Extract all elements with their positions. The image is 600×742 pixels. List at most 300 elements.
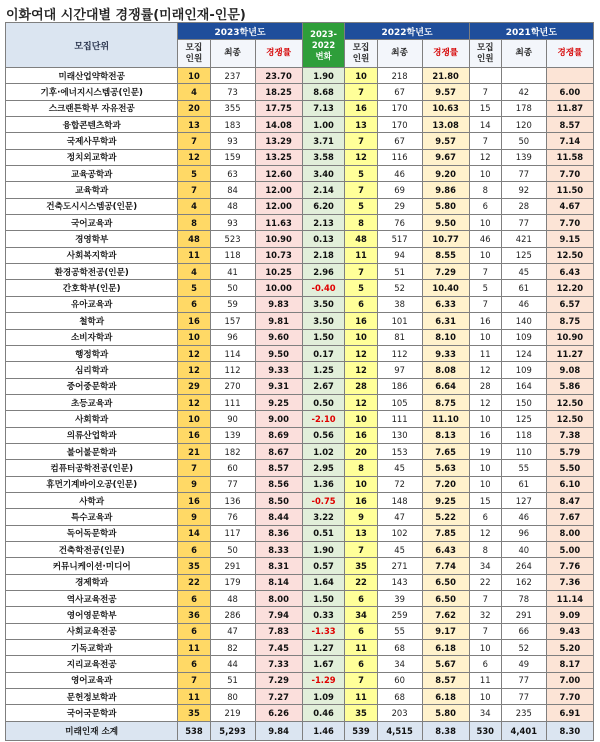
applicants-2021-cell: 125: [501, 247, 546, 263]
quota-2023-cell: 22: [178, 574, 210, 590]
rate-2022-cell: 6.33: [422, 296, 469, 312]
quota-2021-cell: 10: [469, 166, 501, 182]
applicants-2022-cell: 105: [377, 394, 422, 410]
change-cell: 0.57: [302, 558, 345, 574]
applicants-2021-cell: 78: [501, 591, 546, 607]
rate-2022-cell: 8.75: [422, 394, 469, 410]
rate-2023-cell: 7.33: [255, 656, 302, 672]
rate-2023-cell: 8.31: [255, 558, 302, 574]
change-cell: 0.51: [302, 525, 345, 541]
rate-2021-cell: 6.91: [546, 705, 593, 721]
applicants-2023-cell: 117: [210, 525, 255, 541]
applicants-2021-cell: 110: [501, 443, 546, 459]
quota-2021-cell: 10: [469, 329, 501, 345]
applicants-2023-cell: 93: [210, 215, 255, 231]
quota-2023-cell: 10: [178, 329, 210, 345]
rate-2021-cell: 8.00: [546, 525, 593, 541]
rate-2022-cell: 11.10: [422, 411, 469, 427]
applicants-2021-cell: 264: [501, 558, 546, 574]
quota-2021-cell: 6: [469, 198, 501, 214]
rate-2021-cell: 8.17: [546, 656, 593, 672]
rate-2022-cell: 10.77: [422, 231, 469, 247]
unit-cell: 초등교육과: [6, 394, 178, 410]
applicants-2022-cell: 112: [377, 345, 422, 361]
applicants-2021-cell: 109: [501, 329, 546, 345]
rate-2022-cell: 9.20: [422, 166, 469, 182]
applicants-2022-cell: 101: [377, 313, 422, 329]
table-row: [6, 84, 594, 100]
quota-2021-cell: [469, 68, 501, 84]
rate-2022-cell: 9.33: [422, 345, 469, 361]
applicants-2023-cell: 157: [210, 313, 255, 329]
applicants-2022-cell: 97: [377, 362, 422, 378]
change-cell: 2.96: [302, 264, 345, 280]
change-cell: 1.50: [302, 329, 345, 345]
rate-2021-cell: 10.90: [546, 329, 593, 345]
change-cell: 1.90: [302, 541, 345, 557]
header-change: 2023- 2022 변화: [302, 23, 345, 68]
quota-2023-cell: 48: [178, 231, 210, 247]
quota-2021-cell: 12: [469, 149, 501, 165]
unit-cell: 건축학전공(인문): [6, 541, 178, 557]
change-cell: 1.00: [302, 117, 345, 133]
applicants-2021-cell: 4,401: [501, 721, 546, 740]
rate-2022-cell: 7.20: [422, 476, 469, 492]
applicants-2022-cell: 68: [377, 640, 422, 656]
change-cell: 1.46: [302, 721, 345, 740]
applicants-2021-cell: 52: [501, 640, 546, 656]
header-2022: 2022학년도: [345, 23, 469, 40]
header-rate-2021: 경쟁률: [546, 40, 593, 68]
quota-2021-cell: 7: [469, 591, 501, 607]
applicants-2023-cell: 73: [210, 84, 255, 100]
applicants-2023-cell: 523: [210, 231, 255, 247]
quota-2021-cell: 46: [469, 231, 501, 247]
quota-2022-cell: 6: [345, 656, 377, 672]
applicants-2022-cell: 143: [377, 574, 422, 590]
table-row: [6, 607, 594, 623]
table-row: [6, 329, 594, 345]
change-cell: 3.50: [302, 296, 345, 312]
rate-2022-cell: 8.08: [422, 362, 469, 378]
quota-2023-cell: 14: [178, 525, 210, 541]
quota-2021-cell: 32: [469, 607, 501, 623]
applicants-2021-cell: 45: [501, 264, 546, 280]
quota-2023-cell: 29: [178, 378, 210, 394]
applicants-2023-cell: 77: [210, 476, 255, 492]
applicants-2021-cell: 77: [501, 215, 546, 231]
change-cell: 0.46: [302, 705, 345, 721]
unit-cell: 미래인재 소계: [6, 721, 178, 740]
applicants-2022-cell: 170: [377, 100, 422, 116]
table-row: [6, 313, 594, 329]
applicants-2021-cell: [501, 68, 546, 84]
change-cell: 1.25: [302, 362, 345, 378]
quota-2022-cell: 13: [345, 525, 377, 541]
rate-2021-cell: 12.50: [546, 411, 593, 427]
applicants-2023-cell: 84: [210, 182, 255, 198]
header-rate-2022: 경쟁률: [422, 40, 469, 68]
change-cell: 0.13: [302, 231, 345, 247]
quota-2022-cell: 22: [345, 574, 377, 590]
applicants-2023-cell: 93: [210, 133, 255, 149]
quota-2022-cell: 10: [345, 329, 377, 345]
quota-2022-cell: 11: [345, 640, 377, 656]
quota-2023-cell: 4: [178, 84, 210, 100]
applicants-2021-cell: 49: [501, 656, 546, 672]
unit-cell: 중어중문학과: [6, 378, 178, 394]
table-row: [6, 705, 594, 721]
rate-2022-cell: 6.50: [422, 591, 469, 607]
applicants-2021-cell: 139: [501, 149, 546, 165]
competition-rate-table: [5, 22, 594, 741]
rate-2022-cell: 8.57: [422, 672, 469, 688]
change-cell: 3.22: [302, 509, 345, 525]
applicants-2021-cell: 66: [501, 623, 546, 639]
change-cell: -0.75: [302, 492, 345, 508]
unit-cell: 경제학과: [6, 574, 178, 590]
rate-2022-cell: 5.67: [422, 656, 469, 672]
rate-2023-cell: 12.60: [255, 166, 302, 182]
quota-2021-cell: 16: [469, 313, 501, 329]
quota-2021-cell: 15: [469, 492, 501, 508]
applicants-2021-cell: 77: [501, 689, 546, 705]
change-cell: 1.90: [302, 68, 345, 84]
rate-2022-cell: 7.29: [422, 264, 469, 280]
applicants-2023-cell: 111: [210, 394, 255, 410]
unit-cell: 철학과: [6, 313, 178, 329]
quota-2023-cell: 11: [178, 247, 210, 263]
rate-2022-cell: 9.25: [422, 492, 469, 508]
rate-2023-cell: 7.94: [255, 607, 302, 623]
rate-2021-cell: 7.14: [546, 133, 593, 149]
applicants-2022-cell: 67: [377, 133, 422, 149]
quota-2022-cell: 16: [345, 492, 377, 508]
rate-2023-cell: 9.00: [255, 411, 302, 427]
rate-2021-cell: 11.14: [546, 591, 593, 607]
change-cell: 1.64: [302, 574, 345, 590]
rate-2023-cell: 18.25: [255, 84, 302, 100]
quota-2021-cell: 11: [469, 672, 501, 688]
header-quota-2023: 모집 인원: [178, 40, 210, 68]
unit-cell: 소비자학과: [6, 329, 178, 345]
unit-cell: 행정학과: [6, 345, 178, 361]
quota-2022-cell: 7: [345, 182, 377, 198]
quota-2022-cell: 7: [345, 264, 377, 280]
table-row: [6, 280, 594, 296]
table-row: [6, 672, 594, 688]
rate-2023-cell: 7.29: [255, 672, 302, 688]
rate-2023-cell: 9.83: [255, 296, 302, 312]
applicants-2021-cell: 164: [501, 378, 546, 394]
rate-2023-cell: 23.70: [255, 68, 302, 84]
quota-2021-cell: 12: [469, 362, 501, 378]
rate-2023-cell: 8.44: [255, 509, 302, 525]
applicants-2023-cell: 118: [210, 247, 255, 263]
quota-2022-cell: 11: [345, 689, 377, 705]
applicants-2023-cell: 159: [210, 149, 255, 165]
table-row: [6, 149, 594, 165]
rate-2021-cell: 12.20: [546, 280, 593, 296]
quota-2023-cell: 9: [178, 476, 210, 492]
rate-2023-cell: 10.73: [255, 247, 302, 263]
rate-2023-cell: 9.60: [255, 329, 302, 345]
rate-2023-cell: 10.25: [255, 264, 302, 280]
quota-2021-cell: 10: [469, 411, 501, 427]
quota-2023-cell: 6: [178, 623, 210, 639]
quota-2021-cell: 15: [469, 100, 501, 116]
rate-2022-cell: 7.62: [422, 607, 469, 623]
quota-2023-cell: 13: [178, 117, 210, 133]
table-row: [6, 558, 594, 574]
unit-cell: 기독교학과: [6, 640, 178, 656]
unit-cell: 커뮤니케이션·미디어: [6, 558, 178, 574]
table-row: [6, 492, 594, 508]
applicants-2021-cell: 118: [501, 427, 546, 443]
unit-cell: 국어교육과: [6, 215, 178, 231]
quota-2022-cell: 7: [345, 672, 377, 688]
applicants-2023-cell: 47: [210, 623, 255, 639]
quota-2022-cell: 12: [345, 149, 377, 165]
rate-2022-cell: 6.18: [422, 689, 469, 705]
rate-2022-cell: 5.80: [422, 198, 469, 214]
unit-cell: 간호학부(인문): [6, 280, 178, 296]
change-cell: 0.33: [302, 607, 345, 623]
change-cell: 1.27: [302, 640, 345, 656]
rate-2022-cell: 5.22: [422, 509, 469, 525]
quota-2023-cell: 538: [178, 721, 210, 740]
rate-2021-cell: 7.76: [546, 558, 593, 574]
applicants-2023-cell: 59: [210, 296, 255, 312]
quota-2023-cell: 35: [178, 558, 210, 574]
rate-2021-cell: 8.57: [546, 117, 593, 133]
change-cell: 2.14: [302, 182, 345, 198]
quota-2023-cell: 4: [178, 198, 210, 214]
header-applicants-2021: 최종: [501, 40, 546, 68]
change-cell: 3.71: [302, 133, 345, 149]
rate-2023-cell: 9.81: [255, 313, 302, 329]
applicants-2022-cell: 81: [377, 329, 422, 345]
applicants-2023-cell: 237: [210, 68, 255, 84]
quota-2021-cell: 12: [469, 525, 501, 541]
unit-cell: 사회복지학과: [6, 247, 178, 263]
table-row: [6, 247, 594, 263]
quota-2021-cell: 12: [469, 394, 501, 410]
change-cell: -1.29: [302, 672, 345, 688]
rate-2023-cell: 9.84: [255, 721, 302, 740]
rate-2022-cell: 8.10: [422, 329, 469, 345]
unit-cell: 경영학부: [6, 231, 178, 247]
quota-2023-cell: 12: [178, 394, 210, 410]
applicants-2022-cell: 94: [377, 247, 422, 263]
applicants-2021-cell: 235: [501, 705, 546, 721]
applicants-2022-cell: 218: [377, 68, 422, 84]
applicants-2021-cell: 96: [501, 525, 546, 541]
unit-cell: 영어영문학부: [6, 607, 178, 623]
rate-2021-cell: 6.10: [546, 476, 593, 492]
rate-2021-cell: 4.67: [546, 198, 593, 214]
applicants-2022-cell: 68: [377, 689, 422, 705]
rate-2023-cell: 12.00: [255, 182, 302, 198]
change-cell: -0.40: [302, 280, 345, 296]
quota-2023-cell: 36: [178, 607, 210, 623]
change-cell: 3.58: [302, 149, 345, 165]
rate-2021-cell: 6.57: [546, 296, 593, 312]
applicants-2021-cell: 109: [501, 362, 546, 378]
applicants-2022-cell: 517: [377, 231, 422, 247]
rate-2023-cell: 9.50: [255, 345, 302, 361]
rate-2022-cell: 6.43: [422, 541, 469, 557]
applicants-2022-cell: 203: [377, 705, 422, 721]
applicants-2022-cell: 170: [377, 117, 422, 133]
applicants-2022-cell: 38: [377, 296, 422, 312]
quota-2022-cell: 28: [345, 378, 377, 394]
applicants-2023-cell: 50: [210, 541, 255, 557]
rate-2022-cell: 5.63: [422, 460, 469, 476]
rate-2022-cell: 8.38: [422, 721, 469, 740]
unit-cell: 심리학과: [6, 362, 178, 378]
applicants-2021-cell: 46: [501, 509, 546, 525]
change-cell: 1.50: [302, 591, 345, 607]
table-row: [6, 640, 594, 656]
unit-cell: 사회학과: [6, 411, 178, 427]
quota-2022-cell: 5: [345, 166, 377, 182]
quota-2023-cell: 10: [178, 68, 210, 84]
header-quota-2021: 모집 인원: [469, 40, 501, 68]
quota-2021-cell: 11: [469, 345, 501, 361]
rate-2022-cell: 6.18: [422, 640, 469, 656]
quota-2021-cell: 10: [469, 460, 501, 476]
rate-2022-cell: 9.86: [422, 182, 469, 198]
unit-cell: 융합콘텐츠학과: [6, 117, 178, 133]
applicants-2021-cell: 61: [501, 280, 546, 296]
table-row: [6, 296, 594, 312]
rate-2022-cell: 7.65: [422, 443, 469, 459]
applicants-2022-cell: 72: [377, 476, 422, 492]
quota-2022-cell: 9: [345, 509, 377, 525]
rate-2021-cell: 9.15: [546, 231, 593, 247]
header-rate-2023: 경쟁률: [255, 40, 302, 68]
rate-2021-cell: 11.50: [546, 182, 593, 198]
applicants-2023-cell: 96: [210, 329, 255, 345]
rate-2023-cell: 10.90: [255, 231, 302, 247]
table-row: [6, 656, 594, 672]
applicants-2021-cell: 28: [501, 198, 546, 214]
quota-2021-cell: 22: [469, 574, 501, 590]
quota-2021-cell: 6: [469, 509, 501, 525]
quota-2021-cell: 10: [469, 215, 501, 231]
unit-cell: 정치외교학과: [6, 149, 178, 165]
applicants-2023-cell: 112: [210, 362, 255, 378]
change-cell: 3.50: [302, 313, 345, 329]
applicants-2023-cell: 270: [210, 378, 255, 394]
quota-2022-cell: 7: [345, 84, 377, 100]
rate-2021-cell: 9.08: [546, 362, 593, 378]
quota-2023-cell: 7: [178, 672, 210, 688]
quota-2022-cell: 6: [345, 296, 377, 312]
quota-2022-cell: 13: [345, 117, 377, 133]
table-row: [6, 476, 594, 492]
table-row: [6, 198, 594, 214]
applicants-2023-cell: 5,293: [210, 721, 255, 740]
rate-2021-cell: 5.79: [546, 443, 593, 459]
quota-2021-cell: 6: [469, 656, 501, 672]
unit-cell: 독어독문학과: [6, 525, 178, 541]
rate-2022-cell: 21.80: [422, 68, 469, 84]
quota-2021-cell: 10: [469, 247, 501, 263]
applicants-2023-cell: 355: [210, 100, 255, 116]
applicants-2021-cell: 140: [501, 313, 546, 329]
quota-2022-cell: 7: [345, 541, 377, 557]
rate-2023-cell: 9.25: [255, 394, 302, 410]
applicants-2022-cell: 52: [377, 280, 422, 296]
quota-2021-cell: 14: [469, 117, 501, 133]
rate-2023-cell: 12.00: [255, 198, 302, 214]
quota-2022-cell: 16: [345, 313, 377, 329]
quota-2023-cell: 35: [178, 705, 210, 721]
quota-2022-cell: 10: [345, 476, 377, 492]
quota-2023-cell: 21: [178, 443, 210, 459]
table-row: [6, 378, 594, 394]
rate-2021-cell: 7.70: [546, 166, 593, 182]
table-row: [6, 345, 594, 361]
unit-cell: 미래산업약학전공: [6, 68, 178, 84]
rate-2021-cell: 9.09: [546, 607, 593, 623]
quota-2022-cell: 5: [345, 280, 377, 296]
table-row: [6, 411, 594, 427]
quota-2023-cell: 11: [178, 689, 210, 705]
quota-2023-cell: 11: [178, 640, 210, 656]
quota-2022-cell: 16: [345, 100, 377, 116]
rate-2021-cell: 7.00: [546, 672, 593, 688]
rate-2021-cell: 7.38: [546, 427, 593, 443]
applicants-2021-cell: 150: [501, 394, 546, 410]
table-body: [6, 68, 594, 741]
unit-cell: 유아교육과: [6, 296, 178, 312]
unit-cell: 역사교육전공: [6, 591, 178, 607]
header-2023: 2023학년도: [178, 23, 302, 40]
rate-2022-cell: 9.17: [422, 623, 469, 639]
applicants-2023-cell: 136: [210, 492, 255, 508]
rate-2023-cell: 6.26: [255, 705, 302, 721]
applicants-2021-cell: 50: [501, 133, 546, 149]
change-cell: 3.40: [302, 166, 345, 182]
applicants-2023-cell: 41: [210, 264, 255, 280]
quota-2021-cell: 8: [469, 182, 501, 198]
rate-2023-cell: 7.45: [255, 640, 302, 656]
applicants-2022-cell: 45: [377, 460, 422, 476]
rate-2022-cell: 7.74: [422, 558, 469, 574]
table-row: [6, 541, 594, 557]
table-row: [6, 68, 594, 84]
quota-2023-cell: 12: [178, 362, 210, 378]
change-cell: 2.18: [302, 247, 345, 263]
applicants-2023-cell: 179: [210, 574, 255, 590]
quota-2021-cell: 10: [469, 476, 501, 492]
applicants-2021-cell: 46: [501, 296, 546, 312]
applicants-2022-cell: 186: [377, 378, 422, 394]
rate-2023-cell: 13.29: [255, 133, 302, 149]
applicants-2022-cell: 111: [377, 411, 422, 427]
quota-2023-cell: 12: [178, 345, 210, 361]
quota-2023-cell: 5: [178, 280, 210, 296]
applicants-2022-cell: 102: [377, 525, 422, 541]
rate-2022-cell: 7.85: [422, 525, 469, 541]
unit-cell: 사회교육전공: [6, 623, 178, 639]
applicants-2023-cell: 183: [210, 117, 255, 133]
quota-2023-cell: 16: [178, 313, 210, 329]
change-cell: 0.56: [302, 427, 345, 443]
